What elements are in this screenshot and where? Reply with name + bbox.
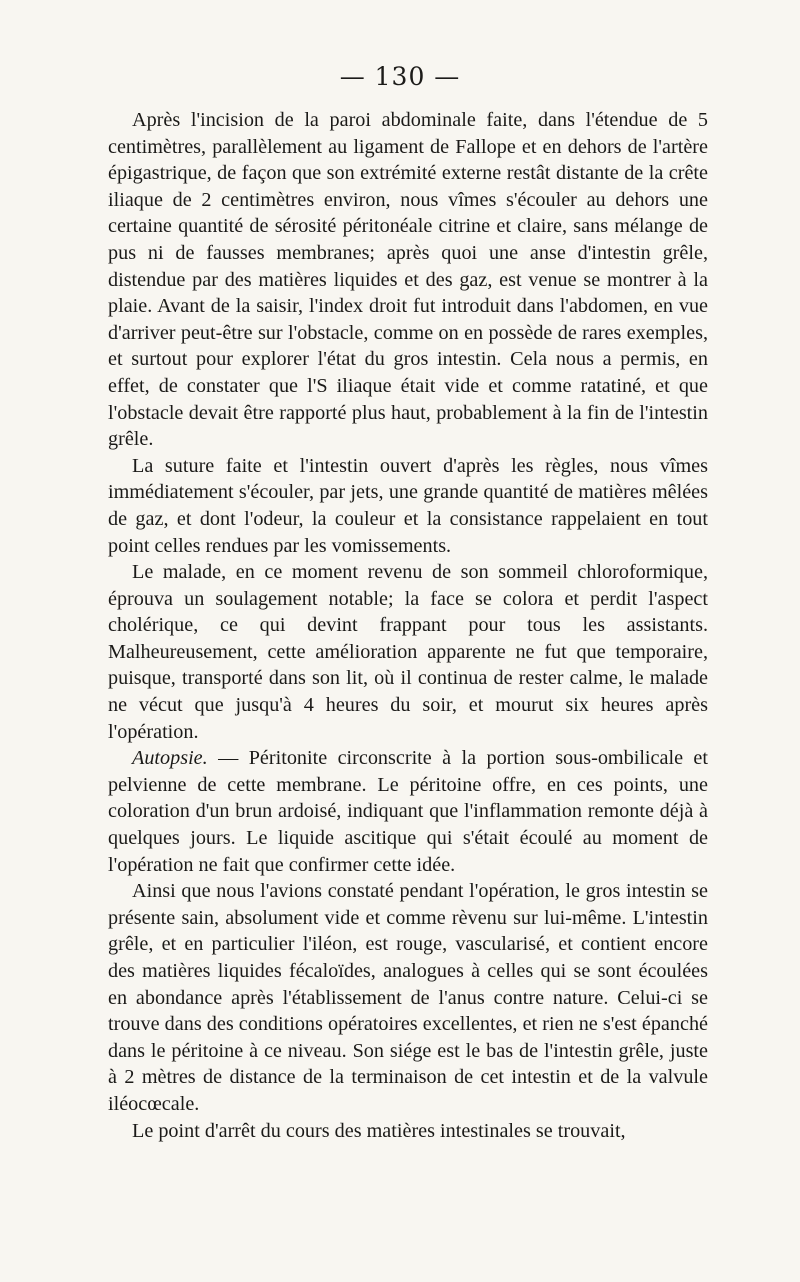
page-number: — 130 — (339, 62, 461, 91)
paragraph-suture: La suture faite et l'intestin ouvert d'après les règles, nous vîmes immédiatement s'écouler, par jets, une grande quantité de matières mêlées de gaz, et dont l'odeur, la couleur et la consistance rappelaient en tout point celles rendues par les vomissements. (108, 454, 708, 557)
paragraph-point-arret: Le point d'arrêt du cours des matières intestinales se trouvait, (132, 1119, 626, 1142)
paragraph-malade: Le malade, en ce moment revenu de son sommeil chloroformique, éprouva un soulagement notable; la face se colora et perdit l'aspect cholérique, ce qui devint frappant pour tous les assistants. Malheureusement, cette amélioration apparente ne fut que temporaire, puisque, transporté dans son lit, où il continua de rester calme, le malade ne vécut que jusqu'à 4 heures du soir, et mourut six heures après l'opération. (108, 561, 708, 743)
paragraph-autopsie (108, 745, 708, 878)
body-text (108, 107, 708, 1144)
autopsie-heading: Autopsie. (132, 747, 208, 770)
autopsie-text: — Péritonite circonscrite à la portion sous-ombilicale et pelvienne de cette membrane. Le péritoine offre, en ces points, une coloration d'un brun ardoisé, indiquant que l'inflammation remonte déjà à quelques jours. Le liquide ascitique qui s'était écoulé au moment de l'opération ne fait que confirmer cette idée. (108, 747, 708, 876)
paragraph-gros-intestin: Ainsi que nous l'avions constaté pendant l'opération, le gros intestin se présente sain, absolument vide et comme rèvenu sur lui-même. L'intestin grêle, et en particulier l'iléon, est rouge, vascularisé, et contient encore des matières liquides fécaloïdes, analogues à celles qui se sont écoulées en abondance après l'établissement de l'anus contre nature. Celui-ci se trouve dans des conditions opératoires excellentes, et rien ne s'est épanché dans le péritoine à ce niveau. Son siége est le bas de l'intestin grêle, juste à 2 mètres de distance de la terminaison de cet intestin et de la valvule iléocœcale. (108, 880, 708, 1115)
paragraph-incision: Après l'incision de la paroi abdominale faite, dans l'étendue de 5 centimètres, parallèlement au ligament de Fallope et en dehors de l'artère épigastrique, de façon que son extrémité externe restât distante de la crête iliaque de 2 centimètres environ, nous vîmes s'écouler au dehors une certaine quantité de sérosité péritonéale citrine et claire, sans mélange de pus ni de fausses membranes; après quoi une anse d'intestin grêle, distendue par des matières liquides et des gaz, est venue se montrer à la plaie. Avant de la saisir, l'index droit fut introduit dans l'abdomen, en vue d'arriver peut-être sur l'obstacle, comme on en possède de rares exemples, et surtout pour explorer l'état du gros intestin. Cela nous a permis, en effet, de constater que l'S iliaque était vide et comme ratatiné, et que l'obstacle devait être rapporté plus haut, probablement à la fin de l'intestin grêle. (108, 109, 708, 451)
